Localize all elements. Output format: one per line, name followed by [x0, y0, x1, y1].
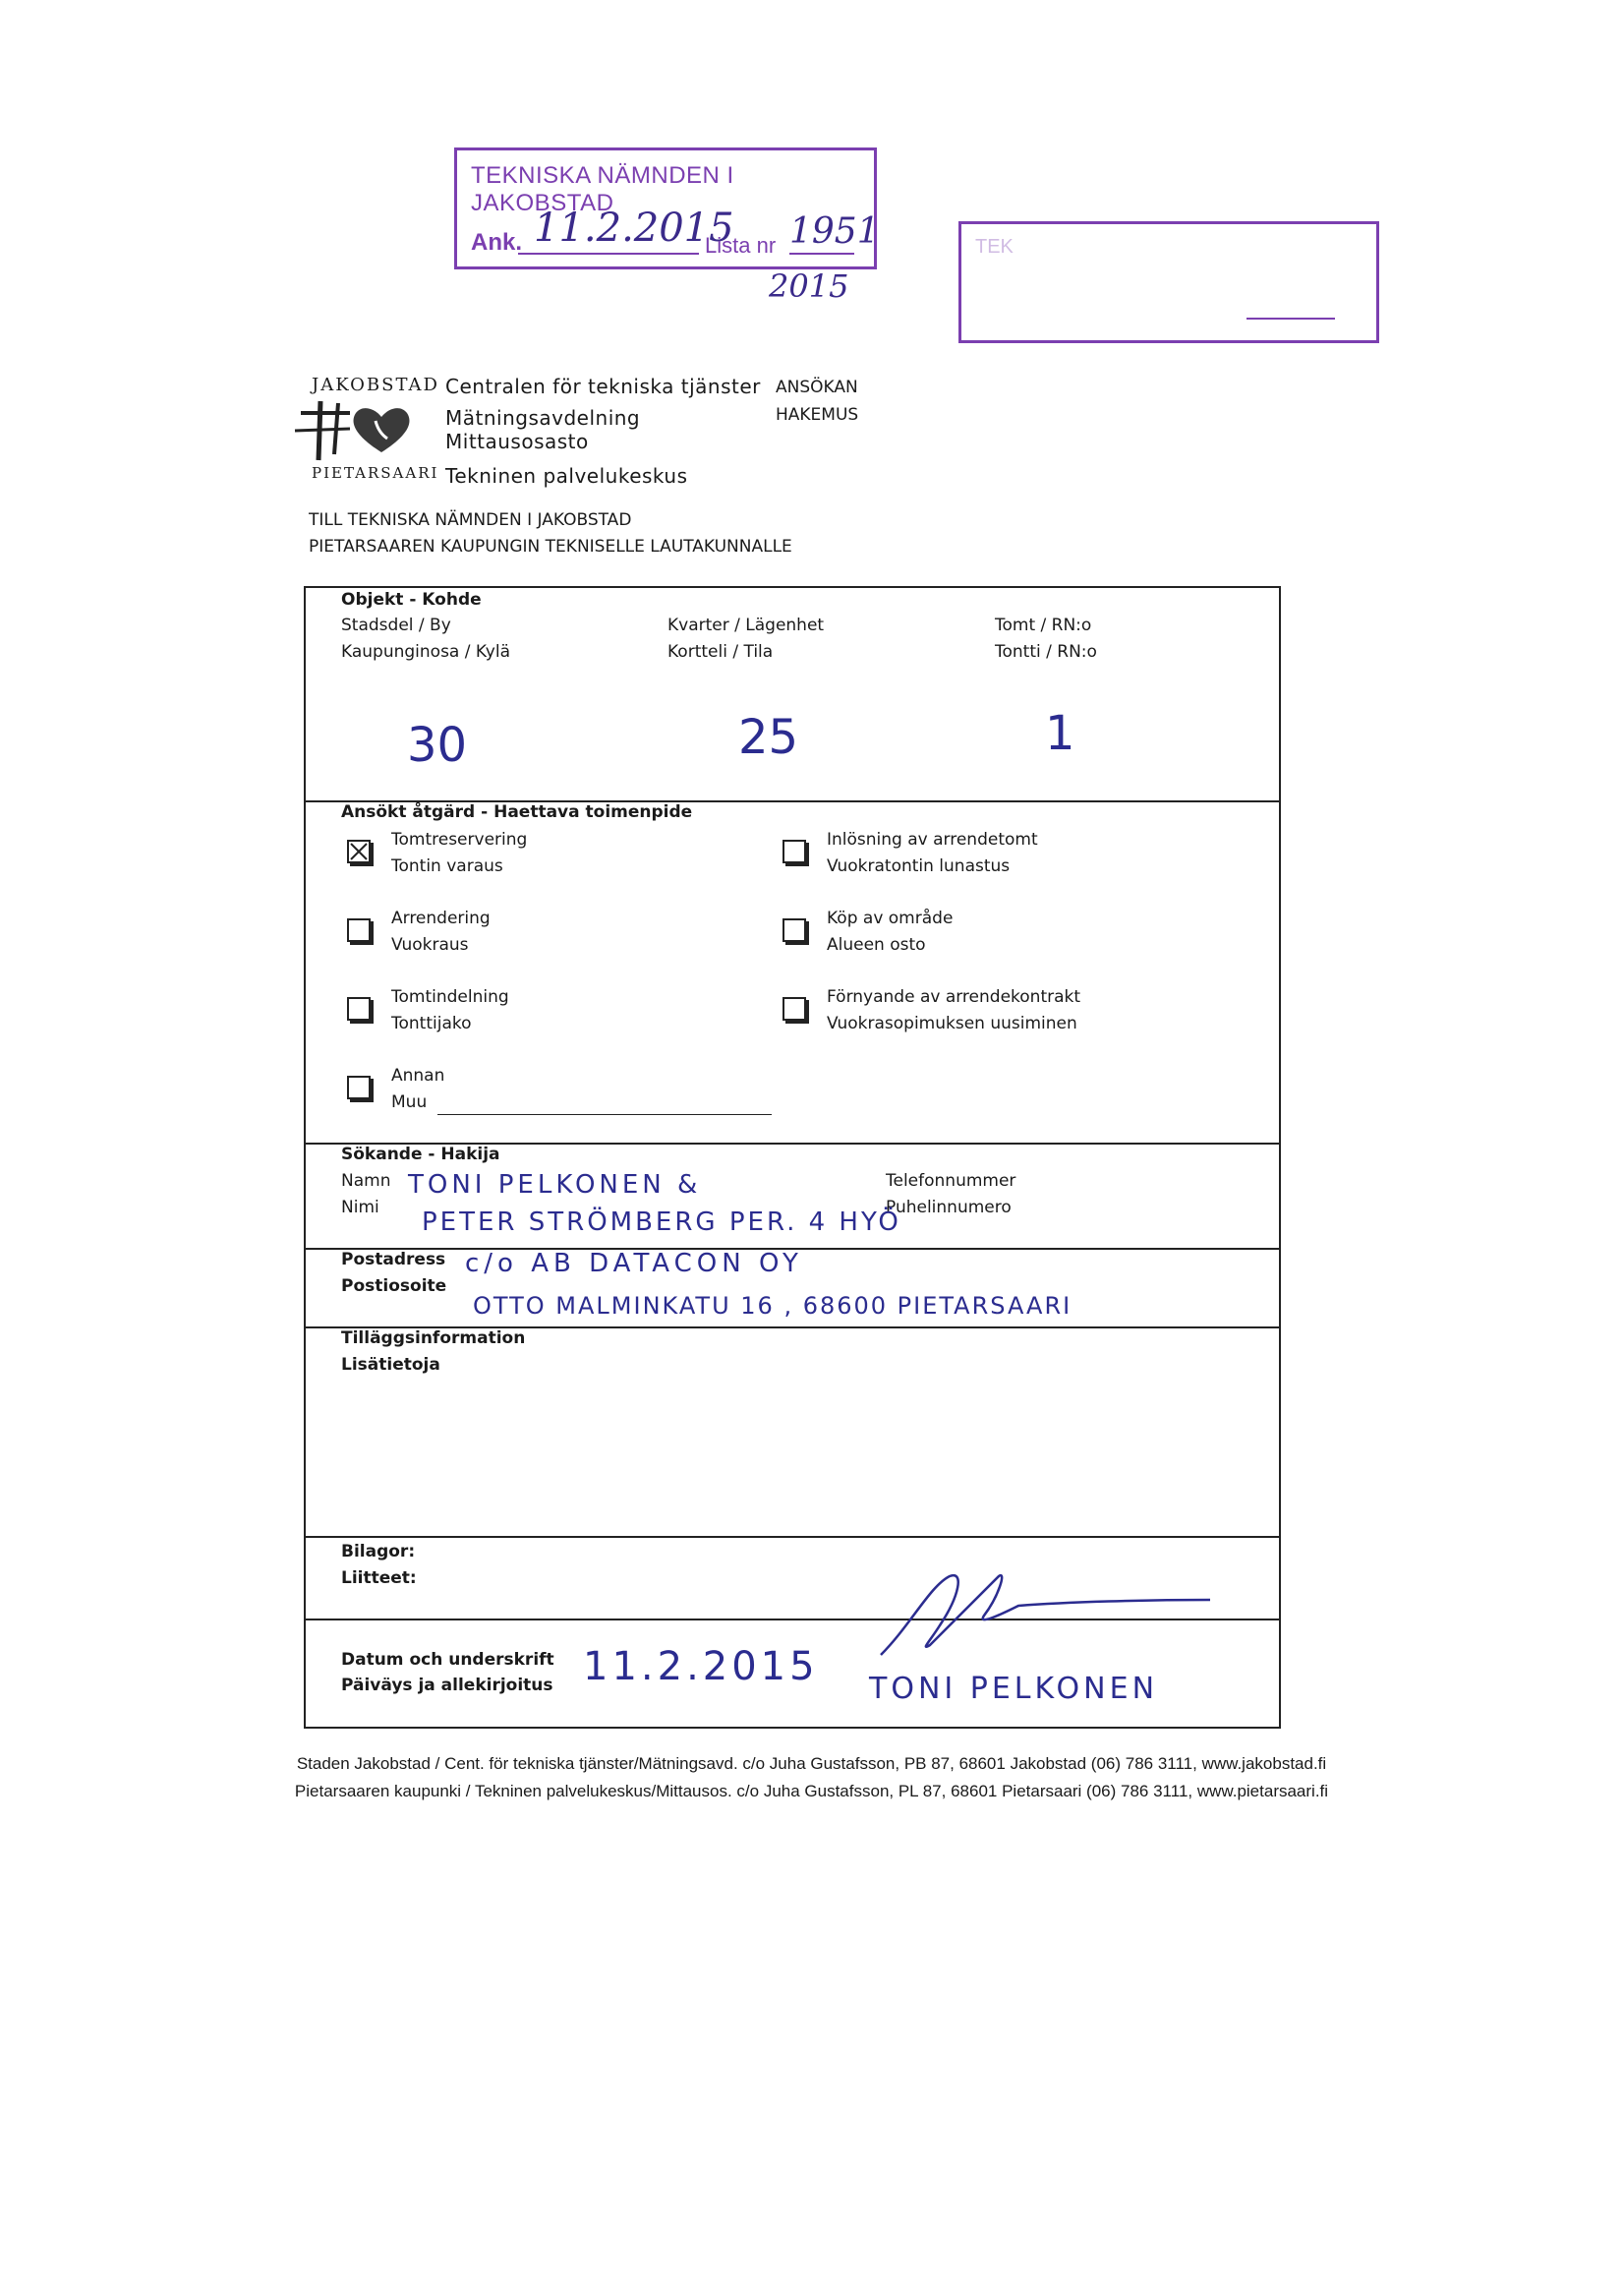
- centre-name-sv: Centralen för tekniska tjänster: [445, 375, 761, 398]
- stamp-lista-line: [789, 253, 854, 255]
- option-label-fi: Vuokraus: [391, 935, 469, 955]
- footer-line-sv: Staden Jakobstad / Cent. för tekniska tjänster/Mätningsavd. c/o Juha Gustafsson, PB 87, 68601 Jakobstad (06) 786 3111, www.jakobstad.fi: [296, 1754, 1327, 1773]
- checkbox-annan[interactable]: [347, 1076, 371, 1099]
- checkbox-tomtreservering[interactable]: [347, 840, 371, 863]
- tel-label-sv: Telefonnummer: [886, 1171, 1016, 1191]
- tillagg-label-sv: Tilläggsinformation: [341, 1328, 526, 1348]
- tomt-value[interactable]: 1: [1045, 706, 1075, 761]
- tomt-label-fi: Tontti / RN:o: [995, 642, 1097, 662]
- stamp-lista-label: Lista nr: [705, 233, 777, 258]
- tomt-label-sv: Tomt / RN:o: [995, 616, 1092, 635]
- address-line1[interactable]: c/o AB DATACON OY: [465, 1249, 803, 1278]
- tel-label-fi: Puhelinnumero: [886, 1198, 1012, 1217]
- footer-line-fi: Pietarsaaren kaupunki / Tekninen palvelukeskus/Mittausos. c/o Juha Gustafsson, PL 87, 68601 Pietarsaari (06) 786 3111, www.pietarsaari.fi: [294, 1782, 1329, 1800]
- stamp-title: TEKNISKA NÄMNDEN I JAKOBSTAD: [471, 162, 734, 216]
- faded-stamp-line: [1246, 318, 1335, 320]
- faded-stamp-title: TEK: [975, 236, 1014, 258]
- stamp-year-value: 2015: [769, 267, 849, 305]
- option-label-sv: Förnyande av arrendekontrakt: [827, 987, 1081, 1007]
- checkbox-tomtindelning[interactable]: [347, 997, 371, 1021]
- option-label-sv: Köp av område: [827, 909, 954, 928]
- logo-pietarsaari: PIETARSAARI: [312, 464, 439, 482]
- stamp-lista-value: 1951: [789, 211, 880, 252]
- postadress-label-fi: Postiosoite: [341, 1276, 447, 1296]
- stadsdel-label-sv: Stadsdel / By: [341, 616, 451, 635]
- option-label-fi: Muu: [391, 1092, 428, 1112]
- objekt-heading: Objekt - Kohde: [341, 590, 482, 610]
- checkbox-kop-av-omrade[interactable]: [783, 918, 806, 942]
- date-value[interactable]: 11.2.2015: [583, 1644, 819, 1689]
- option-label-sv: Tomtindelning: [391, 987, 509, 1007]
- datum-label-sv: Datum och underskrift: [341, 1650, 554, 1670]
- signer-name: TONI PELKONEN: [869, 1672, 1159, 1706]
- address-line2[interactable]: OTTO MALMINKATU 16 , 68600 PIETARSAARI: [473, 1292, 1072, 1320]
- namn-label-fi: Nimi: [341, 1198, 379, 1217]
- logo-jakobstad: JAKOBSTAD: [312, 375, 439, 395]
- city-logo: [291, 395, 429, 468]
- namn-label-sv: Namn: [341, 1171, 391, 1191]
- application-form: [304, 586, 1281, 1729]
- doc-type-fi: HAKEMUS: [776, 405, 859, 425]
- option-label-fi: Vuokratontin lunastus: [827, 856, 1011, 876]
- option-label-fi: Tonttijako: [391, 1014, 472, 1033]
- signature-scribble: [871, 1557, 1225, 1665]
- option-label-sv: Inlösning av arrendetomt: [827, 830, 1038, 850]
- sokande-heading: Sökande - Hakija: [341, 1145, 500, 1164]
- applicant-name-line2[interactable]: PETER STRÖMBERG PER. 4 HYÖ: [422, 1207, 901, 1237]
- option-label-sv: Arrendering: [391, 909, 491, 928]
- addressee-sv: TILL TEKNISKA NÄMNDEN I JAKOBSTAD: [309, 510, 632, 530]
- addressee-fi: PIETARSAAREN KAUPUNGIN TEKNISELLE LAUTAKUNNALLE: [309, 537, 792, 557]
- option-label-sv: Tomtreservering: [391, 830, 528, 850]
- stadsdel-value[interactable]: 30: [407, 718, 468, 773]
- checkbox-inlosning[interactable]: [783, 840, 806, 863]
- datum-label-fi: Päiväys ja allekirjoitus: [341, 1676, 553, 1695]
- applicant-name-line1[interactable]: TONI PELKONEN &: [408, 1170, 702, 1200]
- option-label-sv: Annan: [391, 1066, 445, 1086]
- bilagor-label-sv: Bilagor:: [341, 1542, 416, 1561]
- received-stamp: [454, 147, 880, 269]
- tillagg-label-fi: Lisätietoja: [341, 1355, 440, 1375]
- option-label-fi: Vuokrasopimuksen uusiminen: [827, 1014, 1077, 1033]
- kvarter-label-fi: Kortteli / Tila: [667, 642, 774, 662]
- option-label-fi: Tontin varaus: [391, 856, 503, 876]
- dept-name-sv: Mätningsavdelning: [445, 406, 641, 430]
- kvarter-label-sv: Kvarter / Lägenhet: [667, 616, 825, 635]
- checkbox-arrendering[interactable]: [347, 918, 371, 942]
- stamp-ank-line: [518, 253, 699, 255]
- checkbox-fornyande[interactable]: [783, 997, 806, 1021]
- stamp-ank-value: 11.2.2015: [534, 206, 734, 251]
- annan-input-line[interactable]: [437, 1114, 772, 1115]
- atgard-heading: Ansökt åtgärd - Haettava toimenpide: [341, 802, 693, 822]
- postadress-label-sv: Postadress: [341, 1250, 446, 1269]
- kvarter-value[interactable]: 25: [738, 710, 799, 765]
- dept-name-fi: Mittausosasto: [445, 430, 589, 453]
- stamp-ank-label: Ank.: [471, 229, 523, 256]
- doc-type-sv: ANSÖKAN: [776, 378, 858, 397]
- bilagor-label-fi: Liitteet:: [341, 1568, 417, 1588]
- option-label-fi: Alueen osto: [827, 935, 926, 955]
- check-cross-icon: [349, 842, 369, 861]
- divider: [306, 1536, 1279, 1538]
- faded-stamp: [958, 221, 1379, 343]
- stadsdel-label-fi: Kaupunginosa / Kylä: [341, 642, 510, 662]
- centre-name-fi: Tekninen palvelukeskus: [445, 464, 688, 488]
